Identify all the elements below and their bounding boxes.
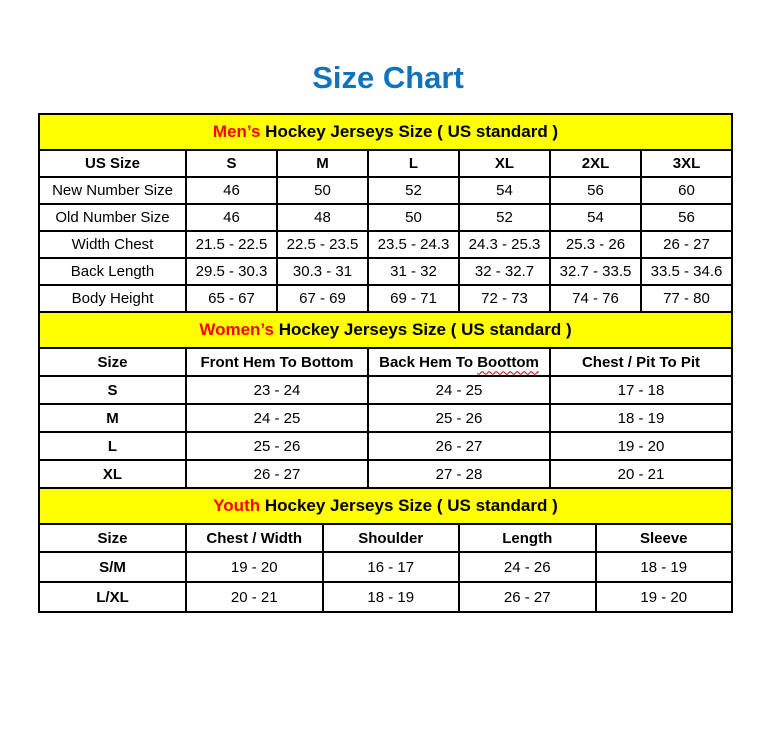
cell: 32 - 32.7 [459,258,550,285]
column-header: Shoulder [323,524,460,552]
youth-size-table [38,487,733,613]
cell: 17 - 18 [550,376,732,404]
row-label: Back Length [39,258,186,285]
column-header: 2XL [550,150,641,177]
row-label: L [39,432,186,460]
womens-band-rest: Hockey Jerseys Size ( US standard ) [273,320,572,339]
column-header: US Size [39,150,186,177]
cell: 33.5 - 34.6 [641,258,732,285]
womens-size-table [38,311,733,489]
mens-column-header-row [39,150,732,177]
youth-band-title [39,488,732,524]
size-chart-tables [38,113,733,613]
cell: 50 [277,177,368,204]
row-label: M [39,404,186,432]
cell: 46 [186,204,277,231]
mens-size-table [38,113,733,313]
cell: 25 - 26 [186,432,368,460]
column-header: Size [39,348,186,376]
table-row [39,258,732,285]
table-row [39,460,732,488]
cell: 54 [550,204,641,231]
table-row [39,404,732,432]
youth-column-header-row [39,524,732,552]
womens-column-header-row [39,348,732,376]
cell: 24 - 25 [368,376,550,404]
row-label: Old Number Size [39,204,186,231]
column-header-prefix: Back Hem To [379,353,478,371]
cell: 18 - 19 [596,552,733,582]
cell: 22.5 - 23.5 [277,231,368,258]
cell: 31 - 32 [368,258,459,285]
cell: 20 - 21 [186,582,323,612]
womens-band-highlight: Women’s [199,320,274,339]
column-header: Front Hem To Bottom [186,348,368,376]
mens-band-highlight: Men’s [212,122,261,141]
cell: 56 [550,177,641,204]
column-header: S [186,150,277,177]
table-row [39,204,732,231]
cell: 23.5 - 24.3 [368,231,459,258]
row-label: Body Height [39,285,186,312]
table-row [39,231,732,258]
cell: 23 - 24 [186,376,368,404]
cell: 25.3 - 26 [550,231,641,258]
cell: 25 - 26 [368,404,550,432]
table-row [39,376,732,404]
cell: 19 - 20 [186,552,323,582]
cell: 54 [459,177,550,204]
row-label: S/M [39,552,186,582]
row-label: XL [39,460,186,488]
youth-table-header-band [39,488,732,524]
row-label: L/XL [39,582,186,612]
cell: 72 - 73 [459,285,550,312]
cell: 24 - 25 [186,404,368,432]
cell: 26 - 27 [641,231,732,258]
cell: 74 - 76 [550,285,641,312]
column-header: XL [459,150,550,177]
cell: 19 - 20 [596,582,733,612]
youth-band-rest: Hockey Jerseys Size ( US standard ) [260,496,558,515]
cell: 48 [277,204,368,231]
cell: 32.7 - 33.5 [550,258,641,285]
column-header: Chest / Pit To Pit [550,348,732,376]
cell: 69 - 71 [368,285,459,312]
table-row [39,285,732,312]
cell: 50 [368,204,459,231]
cell: 77 - 80 [641,285,732,312]
column-header: 3XL [641,150,732,177]
cell: 16 - 17 [323,552,460,582]
table-row [39,432,732,460]
cell: 56 [641,204,732,231]
column-header: M [277,150,368,177]
page-title: Size Chart [312,60,464,95]
cell: 21.5 - 22.5 [186,231,277,258]
cell: 18 - 19 [550,404,732,432]
cell: 27 - 28 [368,460,550,488]
table-row [39,552,732,582]
cell: 20 - 21 [550,460,732,488]
row-label: Width Chest [39,231,186,258]
youth-band-highlight: Youth [213,496,261,515]
table-row [39,177,732,204]
column-header: Length [459,524,596,552]
mens-band-rest: Hockey Jerseys Size ( US standard ) [260,122,559,141]
cell: 60 [641,177,732,204]
cell: 26 - 27 [186,460,368,488]
column-header: Sleeve [596,524,733,552]
cell: 24 - 26 [459,552,596,582]
row-label: S [39,376,186,404]
cell: 19 - 20 [550,432,732,460]
column-header-misspelled [368,348,550,376]
mens-band-title [39,114,732,150]
cell: 26 - 27 [459,582,596,612]
row-label: New Number Size [39,177,186,204]
cell: 65 - 67 [186,285,277,312]
cell: 29.5 - 30.3 [186,258,277,285]
column-header: L [368,150,459,177]
table-row [39,582,732,612]
column-header: Chest / Width [186,524,323,552]
column-header: Size [39,524,186,552]
cell: 18 - 19 [323,582,460,612]
cell: 46 [186,177,277,204]
misspelled-word: Boottom [477,353,539,371]
womens-table-header-band [39,312,732,348]
cell: 52 [368,177,459,204]
cell: 26 - 27 [368,432,550,460]
cell: 67 - 69 [277,285,368,312]
cell: 24.3 - 25.3 [459,231,550,258]
womens-band-title [39,312,732,348]
mens-table-header-band [39,114,732,150]
cell: 30.3 - 31 [277,258,368,285]
cell: 52 [459,204,550,231]
